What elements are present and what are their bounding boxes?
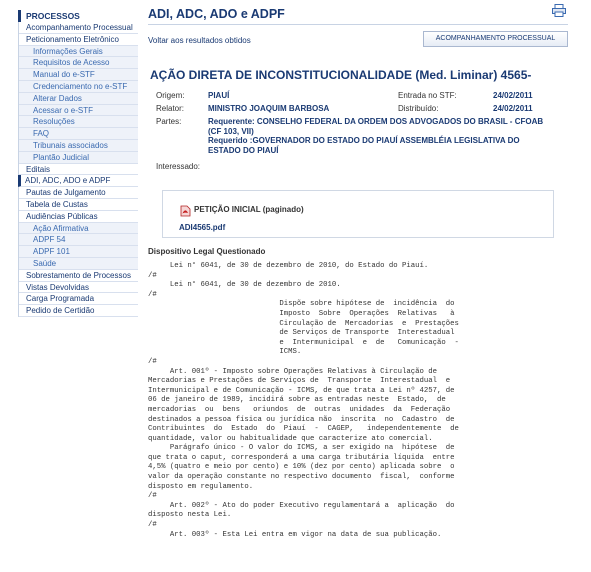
text-line: /# [148, 271, 157, 280]
sidebar-item-12[interactable]: Editais [19, 164, 138, 176]
text-line: Art. 002º - Ato do poder Executivo regulamentará a aplicação do [148, 501, 455, 510]
origem-value: PIAUÍ [208, 91, 230, 100]
sidebar-item-23[interactable]: Carga Programada [19, 293, 138, 305]
text-line: Intermunicipal e de Comunicação - ICMS, de que trata a Lei nº 4257, de [148, 386, 455, 395]
text-line: destinados a pessoa física ou jurídica não inscrita no Cadastro de [148, 415, 455, 424]
sidebar-item-17[interactable]: Ação Afirmativa [19, 223, 138, 235]
text-line: /# [148, 357, 157, 366]
relator-label: Relator: [156, 104, 185, 113]
text-line: de Serviços de Transporte Interestadual [148, 329, 455, 338]
text-line: Contribuintes do Estado do Piauí - CAGEP, independentemente de [148, 425, 459, 434]
dispositivo-text [148, 262, 578, 540]
interessado-label: Interessado: [156, 162, 201, 171]
entrada-label: Entrada no STF: [398, 91, 457, 100]
text-line: que trata o caput, corresponderá a uma carga tributária líquida entre [148, 453, 455, 462]
text-line: Lei n° 6041, de 30 de dezembro de 2010, do Estado do Piauí. [148, 262, 429, 270]
partes-label: Partes: [156, 117, 182, 126]
sidebar-item-19[interactable]: ADPF 101 [19, 246, 138, 258]
sidebar-item-18[interactable]: ADPF 54 [19, 234, 138, 246]
text-line: 06 de janeiro de 1989, incidirá sobre as entradas neste Estado, de [148, 396, 446, 405]
text-line: disposto nesta Lei. [148, 511, 232, 520]
text-line: Imposto Sobre Operações Relativas à [148, 309, 455, 318]
text-line: Circulação de Mercadorias e Prestações [148, 319, 459, 328]
back-to-results-link[interactable]: Voltar aos resultados obtidos [148, 36, 251, 45]
text-line: e Intermunicipal e de Comunicação - [148, 338, 459, 347]
text-line: quantidade, valor ou habitualidade que caracterize ato comercial. [148, 434, 433, 443]
text-line: 4,5% (quatro e meio por cento) e 10% (dez por cento) aplicada sobre o [148, 463, 455, 472]
text-line: /# [148, 521, 157, 530]
distribuido-label: Distribuído: [398, 104, 439, 113]
sidebar-item-14[interactable]: Pautas de Julgamento [19, 187, 138, 199]
sidebar-item-13[interactable]: ADI, ADC, ADO e ADPF [18, 175, 138, 187]
sidebar-item-1[interactable]: Peticionamento Eletrônico [19, 34, 138, 46]
sidebar-item-5[interactable]: Credenciamento no e-STF [19, 81, 138, 93]
print-icon[interactable] [552, 4, 566, 17]
sidebar-item-10[interactable]: Tribunais associados [19, 140, 138, 152]
text-line: /# [148, 290, 157, 299]
acompanhamento-processual-button[interactable]: ACOMPANHAMENTO PROCESSUAL [423, 31, 568, 47]
text-line: ICMS. [148, 348, 302, 357]
sidebar-item-8[interactable]: Resoluções [19, 116, 138, 128]
pdf-file-link[interactable]: ADI4565.pdf [179, 223, 226, 232]
dispositivo-title: Dispositivo Legal Questionado [148, 247, 266, 256]
sidebar-item-0[interactable]: Acompanhamento Processual [19, 22, 138, 34]
sidebar-item-2[interactable]: Informações Gerais [19, 46, 138, 58]
text-line: /# [148, 492, 157, 501]
sidebar-item-16[interactable]: Audiências Públicas [19, 211, 138, 223]
sidebar-item-9[interactable]: FAQ [19, 128, 138, 140]
entrada-value: 24/02/2011 [493, 91, 533, 100]
sidebar-item-24[interactable]: Pedido de Certidão [19, 305, 138, 317]
sidebar-item-7[interactable]: Acessar o e-STF [19, 105, 138, 117]
pdf-icon[interactable] [179, 205, 191, 217]
case-title: AÇÃO DIRETA DE INCONSTITUCIONALIDADE (Med. Liminar) 4565- [150, 68, 532, 82]
text-line: Art. 001º - Imposto sobre Operações Relativas à Circulação de [148, 367, 438, 376]
text-line: mercadorias ou bens oriundos de outras unidades da Federação [148, 405, 451, 414]
text-line: Parágrafo único - O valor do ICMS, a ser exigido na hipótese de [148, 444, 455, 453]
sidebar-nav [18, 10, 138, 317]
text-line: disposto em regulamento. [148, 482, 254, 491]
origem-label: Origem: [156, 91, 185, 100]
text-line: Mercadorias e Prestações de Serviços de Transporte Interestadual e [148, 377, 451, 386]
sidebar-item-4[interactable]: Manual do e-STF [19, 69, 138, 81]
sidebar-item-6[interactable]: Alterar Dados [19, 93, 138, 105]
distribuido-value: 24/02/2011 [493, 104, 533, 113]
text-line: Dispõe sobre hipótese de incidência do [148, 300, 455, 309]
peticao-inicial-label[interactable]: PETIÇÃO INICIAL (paginado) [194, 205, 304, 214]
document-box [162, 190, 554, 238]
text-line: valor da operação constante no respectivo documento fiscal, conforme [148, 473, 455, 482]
partes-value: Requerente: CONSELHO FEDERAL DA ORDEM DOS ADVOGADOS DO BRASIL - CFOAB (CF 103, VII) Requerido :GOVERNADOR DO ESTADO DO PIAUÍ ASSEMBLÉIA LEGISLATIVA DO ESTADO DO PIAUÍ [208, 117, 544, 155]
text-line: Art. 003º - Esta Lei entra em vigor na data de sua publicação. [148, 530, 442, 539]
sidebar-item-11[interactable]: Plantão Judicial [19, 152, 138, 164]
relator-value: MINISTRO JOAQUIM BARBOSA [208, 104, 330, 113]
sidebar-item-20[interactable]: Saúde [19, 258, 138, 270]
sidebar-item-21[interactable]: Sobrestamento de Processos [19, 270, 138, 282]
page-title: ADI, ADC, ADO e ADPF [148, 7, 285, 21]
sidebar-section-title: PROCESSOS [18, 10, 138, 22]
sidebar-item-3[interactable]: Requisitos de Acesso [19, 57, 138, 69]
title-divider [148, 24, 568, 25]
sidebar-item-15[interactable]: Tabela de Custas [19, 199, 138, 211]
text-line: Lei n° 6041, de 30 de dezembro de 2010. [148, 281, 341, 290]
sidebar-item-22[interactable]: Vistas Devolvidas [19, 282, 138, 294]
